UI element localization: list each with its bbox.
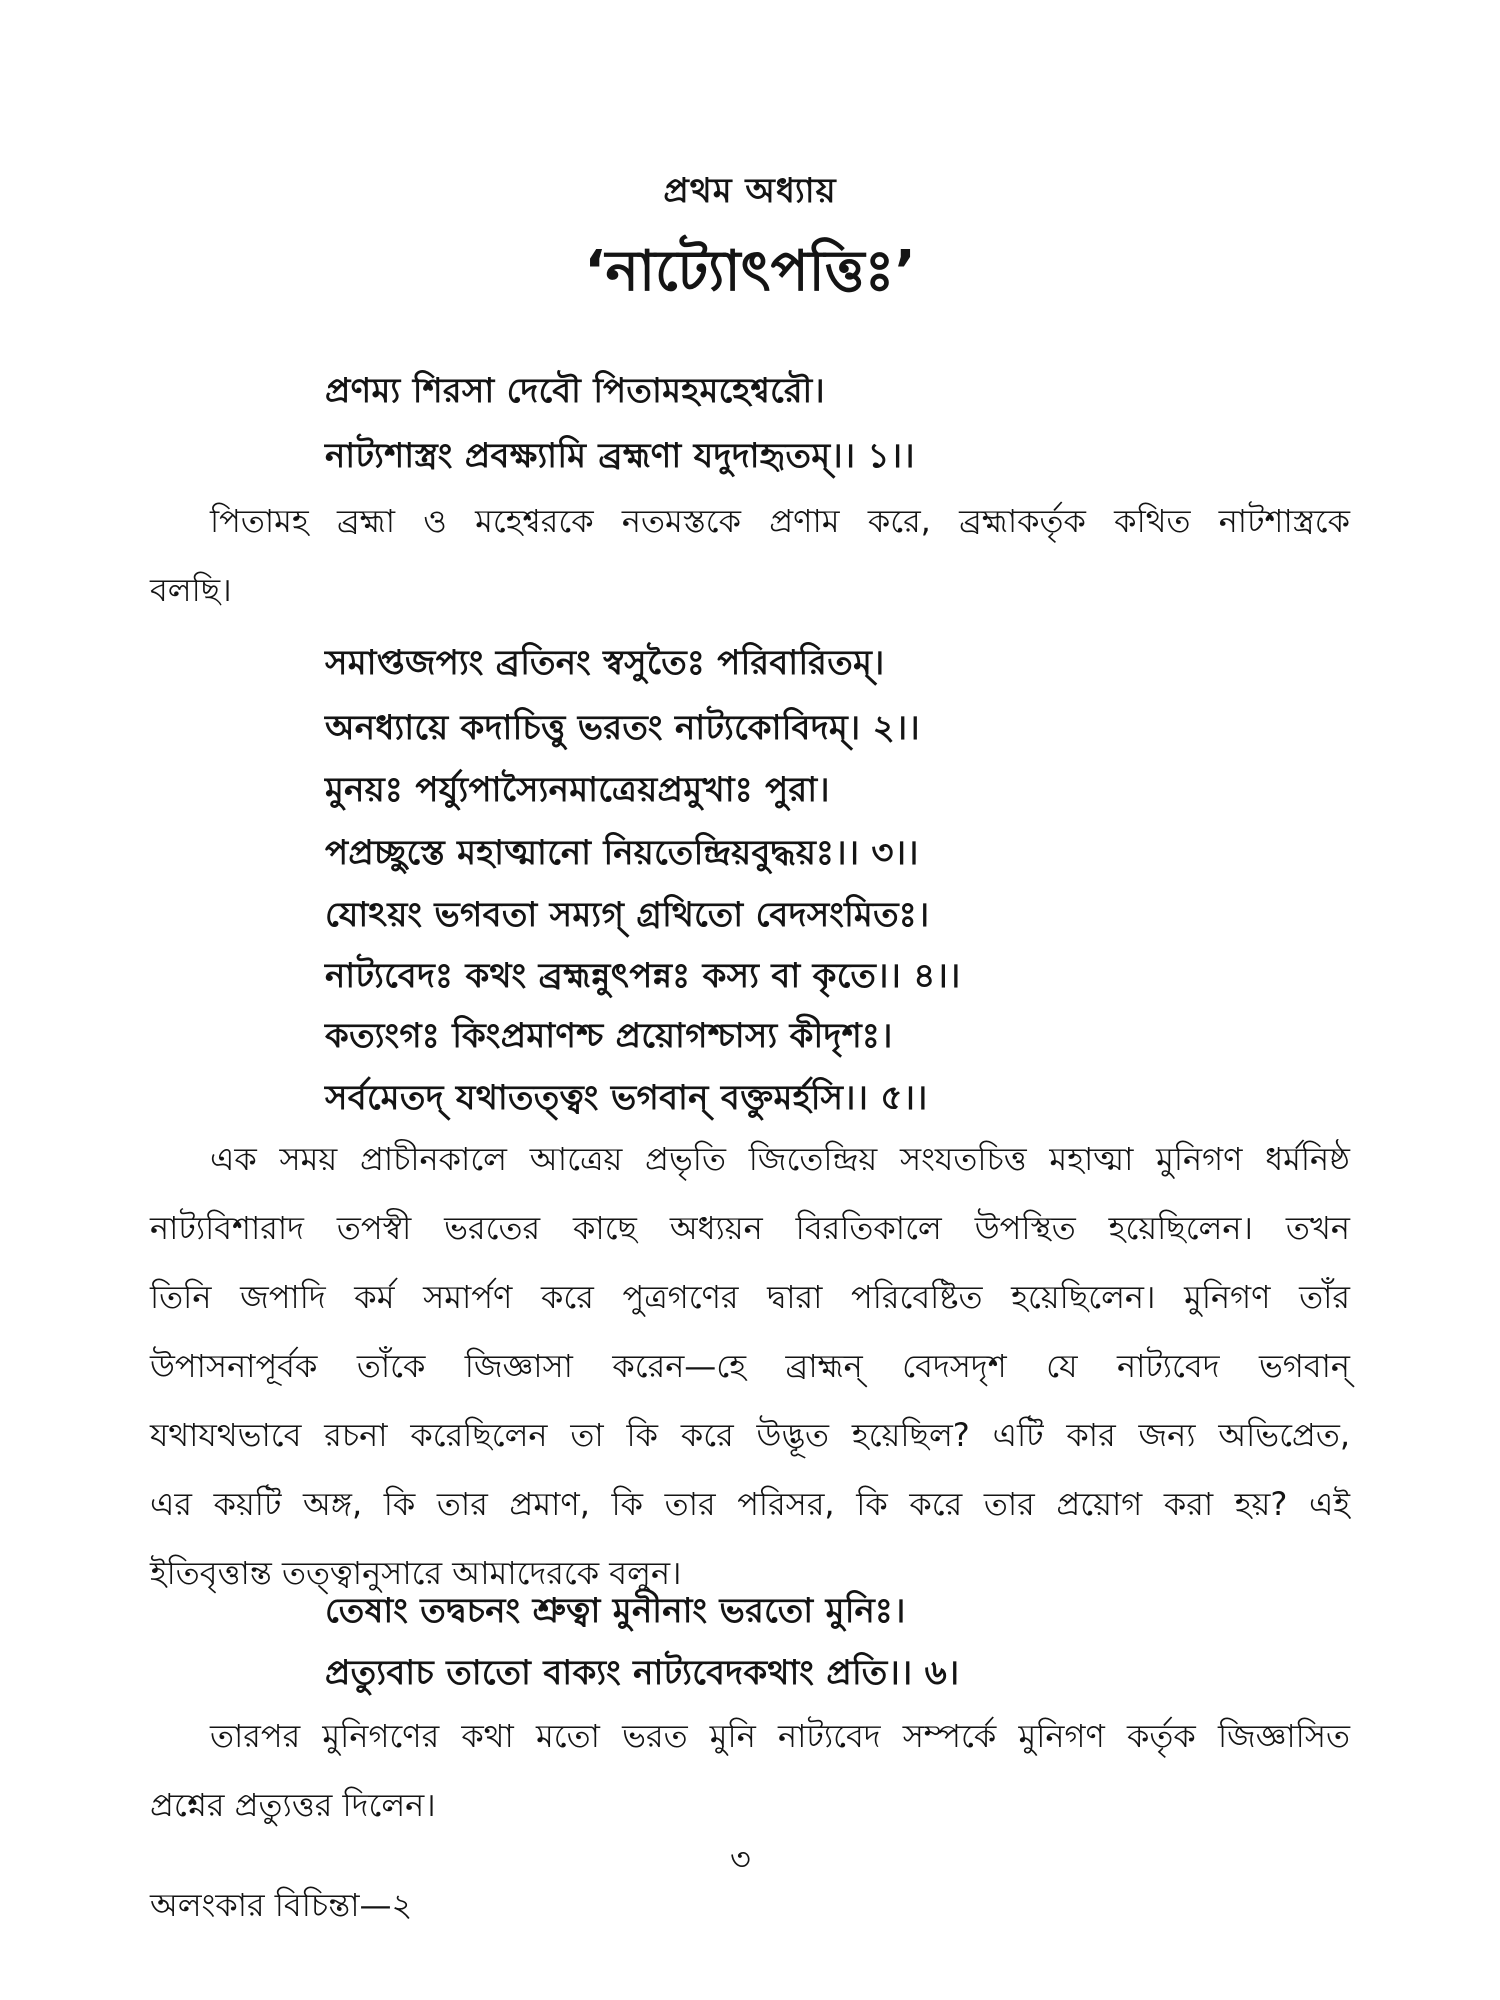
prose-line: এক সময় প্রাচীনকালে আত্রেয় প্রভৃতি জিতেন্দ্রিয় সংযতচিত্ত মহাত্মা মুনিগণ ধর্মনিষ্ঠ bbox=[210, 1140, 1350, 1178]
page-number: ৩ bbox=[730, 1840, 751, 1878]
prose-line: বলছি। bbox=[150, 571, 232, 609]
prose-line: তারপর মুনিগণের কথা মতো ভরত মুনি নাট্যবেদ সম্পর্কে মুনিগণ কর্তৃক জিজ্ঞাসিত bbox=[210, 1717, 1350, 1755]
footer-signature: অলংকার বিচিন্তা—২ bbox=[150, 1886, 413, 1924]
prose-paragraph bbox=[150, 1702, 1350, 1840]
prose-line: যথাযথভাবে রচনা করেছিলেন তা কি করে উদ্ভূত হয়েছিল? এটি কার জন্য অভিপ্রেত, bbox=[150, 1416, 1350, 1454]
verse-line: নাট্যশাস্ত্রং প্রবক্ষ্যামি ব্রহ্মণা যদুদাহৃতম্।। ১।। bbox=[325, 436, 915, 476]
verse-line: যোঽয়ং ভগবতা সম্যগ্ গ্রথিতো বেদসংমিতঃ। bbox=[325, 895, 930, 935]
prose-line: উপাসনাপূর্বক তাঁকে জিজ্ঞাসা করেন—হে ব্রাহ্মন্ বেদসদৃশ যে নাট্যবেদ ভগবান্ bbox=[150, 1347, 1350, 1385]
prose-line: প্রশ্নের প্রত্যুত্তর দিলেন। bbox=[150, 1786, 436, 1824]
verse-line: অনধ্যায়ে কদাচিত্তু ভরতং নাট্যকোবিদম্। ২।। bbox=[325, 708, 920, 748]
verse-line: প্রত্যুবাচ তাতো বাক্যং নাট্যবেদকথাং প্রতি।। ৬। bbox=[325, 1653, 960, 1693]
prose-paragraph bbox=[150, 487, 1350, 625]
prose-line: তিনি জপাদি কর্ম সমার্পণ করে পুত্রগণের দ্বারা পরিবেষ্টিত হয়েছিলেন। মুনিগণ তাঁর bbox=[150, 1278, 1350, 1316]
verse-line: প্রণম্য শিরসা দেবৌ পিতামহমহেশ্বরৌ। bbox=[325, 371, 826, 411]
verse-line: মুনয়ঃ পর্য্যুপাস্যৈনমাত্রেয়প্রমুখাঃ পুরা। bbox=[325, 770, 830, 810]
verse-line: কত্যংগঃ কিংপ্রমাণশ্চ প্রয়োগশ্চাস্য কীদৃশঃ। bbox=[325, 1016, 893, 1056]
prose-line: পিতামহ ব্রহ্মা ও মহেশ্বরকে নতমস্তকে প্রণাম করে, ব্রহ্মাকর্তৃক কথিত নাটশাস্ত্রকে bbox=[210, 502, 1350, 540]
verse-line: নাট্যবেদঃ কথং ব্রহ্মন্নুৎপন্নঃ কস্য বা কৃতে।। ৪।। bbox=[325, 956, 961, 996]
prose-line: ইতিবৃত্তান্ত তত্ত্বানুসারে আমাদেরকে বলুন। bbox=[150, 1554, 682, 1592]
prose-line: এর কয়টি অঙ্গ, কি তার প্রমাণ, কি তার পরিসর, কি করে তার প্রয়োগ করা হয়? এই bbox=[150, 1485, 1350, 1523]
verse-line: তেষাং তদ্বচনং শ্রুত্বা মুনীনাং ভরতো মুনিঃ। bbox=[325, 1591, 906, 1631]
chapter-heading: প্রথম অধ্যায় bbox=[663, 171, 837, 211]
verse-line: সর্বমেতদ্ যথাতত্ত্বং ভগবান্ বক্তুমর্হসি।। ৫।। bbox=[325, 1078, 928, 1118]
verse-line: সমাপ্তজপ্যং ব্রতিনং স্বসুতৈঃ পরিবারিতম্। bbox=[325, 643, 885, 683]
chapter-title: ‘নাট্যোৎপত্তিঃ’ bbox=[584, 239, 916, 304]
prose-paragraph bbox=[150, 1125, 1350, 1608]
prose-line: নাট্যবিশারাদ তপস্বী ভরতের কাছে অধ্যয়ন বিরতিকালে উপস্থিত হয়েছিলেন। তখন bbox=[150, 1209, 1350, 1247]
verse-line: পপ্রচ্ছুস্তে মহাত্মানো নিয়তেন্দ্রিয়বুদ্ধয়ঃ।। ৩।। bbox=[325, 833, 919, 873]
